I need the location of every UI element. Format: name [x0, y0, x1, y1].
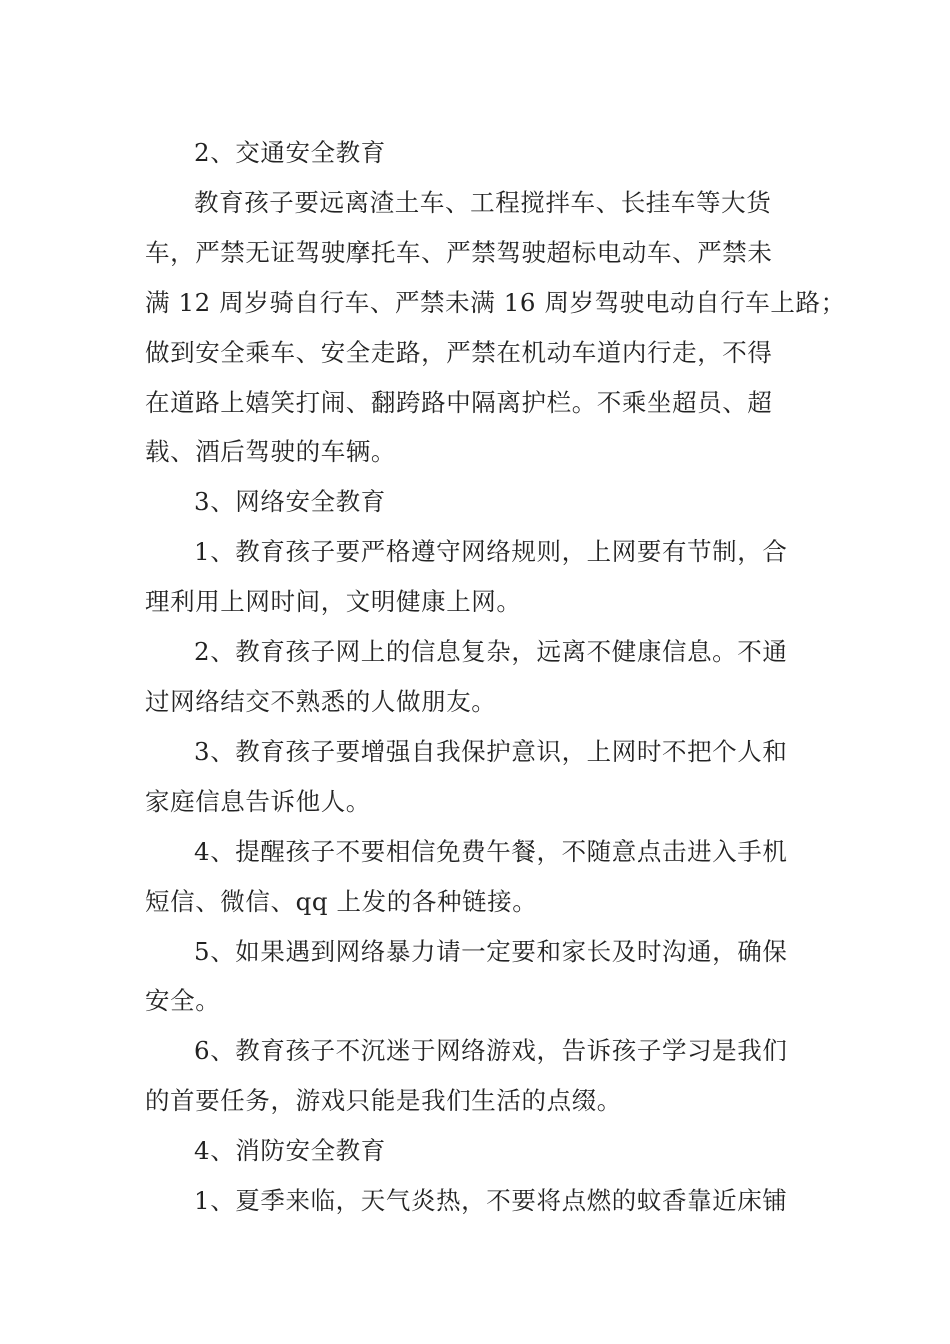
text-line: 6、教育孩子不沉迷于网络游戏，告诉孩子学习是我们: [194, 1036, 788, 1066]
text-line: 4、消防安全教育: [194, 1136, 386, 1166]
text-line: 短信、微信、qq 上发的各种链接。: [145, 886, 538, 916]
text-line: 在道路上嬉笑打闹、翻跨路中隔离护栏。不乘坐超员、超: [145, 387, 773, 417]
text-line: 过网络结交不熟悉的人做朋友。: [145, 686, 497, 716]
paragraph: [145, 927, 813, 1027]
paragraph: [145, 178, 846, 477]
paragraph: [145, 1176, 813, 1226]
section-heading: [145, 477, 813, 527]
text-line: 安全。: [145, 986, 221, 1016]
paragraph: [145, 727, 813, 827]
text-line: 2、教育孩子网上的信息复杂，远离不健康信息。不通: [194, 637, 788, 667]
text-line: 做到安全乘车、安全走路，严禁在机动车道内行走，不得: [145, 337, 773, 367]
section-heading: [145, 1126, 813, 1176]
text-line: 车，严禁无证驾驶摩托车、严禁驾驶超标电动车、严禁未: [145, 237, 773, 267]
text-line: 5、如果遇到网络暴力请一定要和家长及时沟通，确保: [194, 936, 788, 966]
text-line: 1、夏季来临，天气炎热，不要将点燃的蚊香靠近床铺: [194, 1186, 788, 1216]
paragraph: [145, 627, 813, 727]
text-line: 4、提醒孩子不要相信免费午餐，不随意点击进入手机: [194, 836, 788, 866]
text-line: 家庭信息告诉他人。: [145, 786, 371, 816]
text-line: 2、交通安全教育: [194, 138, 386, 167]
text-line: 1、教育孩子要严格遵守网络规则，上网要有节制，合: [194, 537, 788, 567]
section-heading: [145, 128, 813, 178]
text-line: 的首要任务，游戏只能是我们生活的点缀。: [145, 1086, 622, 1116]
text-line: 载、酒后驾驶的车辆。: [145, 437, 396, 467]
paragraph: [145, 527, 813, 627]
text-line: 3、网络安全教育: [194, 487, 386, 517]
text-line: 教育孩子要远离渣土车、工程搅拌车、长挂车等大货: [194, 187, 772, 217]
paragraph: [145, 1026, 813, 1126]
document-body: [145, 128, 846, 1226]
text-line: 满 12 周岁骑自行车、严禁未满 16 周岁驾驶电动自行车上路；: [145, 287, 846, 317]
text-line: 理利用上网时间，文明健康上网。: [145, 587, 522, 617]
paragraph: [145, 827, 813, 927]
text-line: 3、教育孩子要增强自我保护意识，上网时不把个人和: [194, 736, 788, 766]
